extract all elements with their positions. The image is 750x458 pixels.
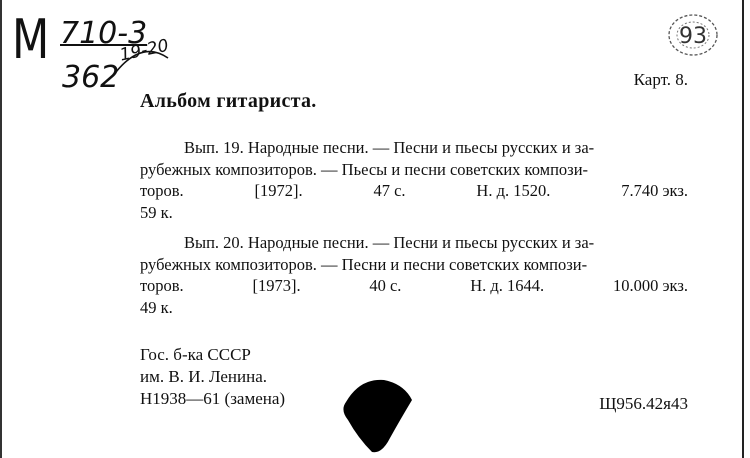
entry-details-row bbox=[140, 180, 688, 202]
entry-line: рубежных композиторов. — Песни и песни советских компози- bbox=[140, 254, 588, 274]
library-line: Н1938—61 (замена) bbox=[140, 389, 286, 408]
entry-line: рубежных композиторов. — Пьесы и песни советских компози- bbox=[140, 159, 589, 179]
library-info bbox=[140, 344, 285, 410]
library-line: им. В. И. Ленина. bbox=[140, 367, 268, 386]
entry-line: Вып. 19. Народные песни. — Песни и пьесы русских и за- bbox=[184, 138, 595, 157]
card-edge-right bbox=[742, 0, 744, 458]
entry-price: 59 к. bbox=[140, 202, 173, 222]
handwritten-shelf-code: 710-3 bbox=[60, 16, 148, 51]
page-title: Альбом гитариста. bbox=[140, 90, 317, 112]
entry-year: [1973]. bbox=[252, 276, 301, 295]
entry-copies: 10.000 экз. bbox=[612, 276, 688, 295]
volume-entry-19 bbox=[140, 137, 688, 223]
entry-price: 49 к. bbox=[140, 297, 173, 317]
entry-year: [1972]. bbox=[254, 181, 303, 200]
stamp-text: 93 bbox=[679, 24, 707, 49]
entry-copies: 7.740 экз. bbox=[621, 181, 688, 200]
volume-entry-20 bbox=[140, 232, 688, 318]
handwritten-range: 19-20 bbox=[118, 35, 171, 66]
handwritten-letter: М bbox=[12, 8, 50, 71]
card-number: Карт. 8. bbox=[633, 70, 688, 89]
handwritten-number: 362 bbox=[62, 60, 120, 95]
entry-pages: 40 с. bbox=[369, 276, 402, 295]
entry-cell: торов. bbox=[140, 276, 184, 295]
classification-code: Щ956.42я43 bbox=[599, 394, 688, 413]
entry-details-row bbox=[140, 275, 688, 297]
card-edge-left bbox=[0, 0, 2, 458]
library-line: Гос. б-ка СССР bbox=[140, 345, 251, 364]
punch-hole-blot bbox=[338, 374, 418, 458]
library-stamp-icon bbox=[664, 10, 722, 60]
entry-line: Вып. 20. Народные песни. — Песни и пьесы русских и за- bbox=[184, 233, 595, 252]
entry-pages: 47 с. bbox=[373, 181, 406, 200]
entry-number: Н. д. 1520. bbox=[476, 181, 551, 200]
entry-cell: торов. bbox=[140, 181, 184, 200]
entry-number: Н. д. 1644. bbox=[470, 276, 545, 295]
